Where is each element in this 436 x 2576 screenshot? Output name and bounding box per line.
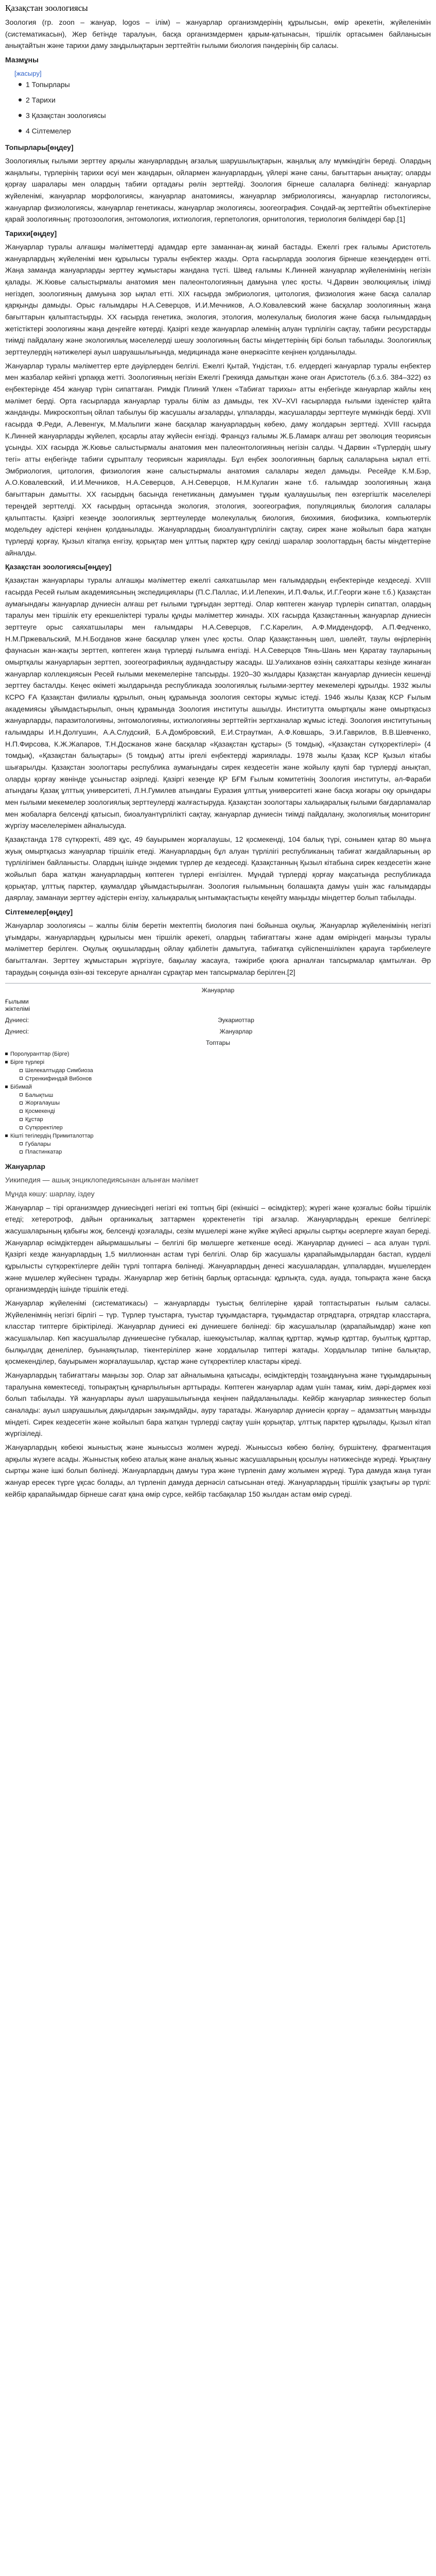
navbox-title: Топтары — [206, 1039, 230, 1047]
article-sections — [5, 142, 431, 978]
section-heading: Топырлары[өңдеу] — [5, 143, 74, 152]
navbox-item-label: Губалары — [25, 1141, 51, 1147]
section-heading: Тарихи[өңдеу] — [5, 229, 57, 238]
navbox-item-label: Жорғалаушы — [25, 1100, 60, 1107]
infobox-row — [5, 1016, 431, 1024]
section-paragraph: Қазақстанда 178 сүтқоректі, 489 құс, 49 бауырымен жорғалаушы, 12 қосмекенді, 104 балық түрі, сонымен қатар 80 мыңға жуық омыртқасыз жануарлар тіршілік етеді. Жануарлардың бұл алуан түрлілігі республиканың табиғат жағдайларының әр түрлілігімен байланысты. Олардың ішінде эндемик түрлер де кездеседі. Қазақстанның Қызыл кітабына сирек кездесетін және жойылып бара жатқан жануарлардың көптеген түрлері енгізілген. Мұндай түрлерді қорғау мақсатында республикада қорықтар, ұлттық парктер, қаумалдар ұйымдастырылған. Зоология ғылымының болашақта дамуы үшін жас ғалымдарды даярлау, заманауи зерттеу әдістерін енгізу, халықаралық ынтымақтастықты кеңейту маңызды міндеттер болып табылады. — [5, 835, 431, 902]
square-bullet-icon — [20, 1142, 23, 1145]
infobox-row — [5, 998, 431, 1012]
infobox — [5, 987, 431, 1035]
infobox-rows — [5, 998, 431, 1035]
animals-paragraph: Жануарлардың табиғаттағы маңызы зор. Олар зат айналымына қатысады, өсімдіктердің тозаңдануына және тұқымдарының таралуына көмектеседі, топырақтың құнарлылығын арттырады. Көптеген жануарлар адам үшін тамақ, киім, дәрі-дәрмек көзі болып табылады. Үй жануарлары ауыл шаруашылығында кеңінен пайдаланылады. Кейбір жануарлар зиянкестер болып саналады: ауыл шаруашылық дақылдарын зақымдайды, ауру таратады. Жануарлар дүниесін қорғау – адамзаттың маңызды міндеті. Сирек кездесетін және жойылып бара жатқан түрлерді сақтау үшін қорықтар, ұлттық парктер құрылады, Қызыл кітап жүргізіледі. — [5, 1371, 431, 1438]
section-heading: Сілтемелер[өңдеу] — [5, 908, 73, 916]
navbox-item[interactable] — [5, 1148, 431, 1156]
navbox-item[interactable] — [5, 1141, 431, 1148]
square-bullet-icon — [20, 1069, 23, 1072]
toc-item[interactable] — [19, 96, 431, 104]
navbox-item-label: Шелекалтыдар Симбиоза — [25, 1067, 93, 1074]
animals-nav-hint: Мұнда көшу: шарлау, іздеу — [5, 1190, 95, 1198]
table-of-contents — [5, 70, 431, 135]
section-paragraph: Қазақстан жануарлары туралы алғашқы мәліметтер ежелгі саяхатшылар мен ғалымдардың еңбектерінде кездеседі. XVIII ғасырда Ресей ғылым академиясының экспедициялары (П.С.Паллас, И.И.Лепехин, И.П.Фальк, И.Г.Георги және т.б.) Қазақстан аумағындағы жануарлар дүниесін алғаш рет ғылыми тұрғыдан зерттеді. Олар көптеген жануар түрлерін сипаттап, олардың таралуы мен тіршілік ету ерекшеліктері туралы құнды мәліметтер жинады. XIX ғасырда Қазақстанның жануарлар дүниесін зерттеуге орыс саяхатшылары мен ғалымдары Н.А.Северцов, Г.С.Карелин, А.Ф.Миддендорф, А.П.Федченко, Н.М.Пржевальский, М.Н.Богданов және басқалар үлкен үлес қосты. Олар Қазақстанның шөл, шөлейт, таулы өңірлерінің фаунасын жан-жақты зерттеп, көптеген жаңа түрлерді ғылымға енгізді. Н.А.Северцов Тянь-Шань мен Қаратау тауларының омыртқалы жануарларын зерттеп, зоогеографиялық аудандастыру жасады. Ш.Уәлиханов өзінің саяхаттары кезінде жинаған жануарлар коллекциясын Ресей ғылыми мекемелеріне тапсырды. 1920–30 жылдары Қазақстан жануарлар дүниесін кешенді зерттеу басталды. Кеңес өкіметі жылдарында республикада зоологиялық ғылыми-зерттеу мекемелері құрылды. 1932 жылы КСРО ҒА Қазақстан филиалы құрылып, оның құрамында зоология секторы жұмыс істеді. 1946 жылы Қазақ КСР Ғылым академиясы ұйымдастырылып, оның құрамында Зоология институты ашылды. Институтта омыртқалы және омыртқасыз жануарларды, паразитологияны, энтомологияны, ихтиологияны зерттейтін зертханалар жұмыс істеді. Зоология институтының ғалымдары И.Н.Долгушин, А.А.Слудский, Б.А.Домбровский, Е.И.Страутман, А.Ф.Ковшарь, Э.И.Гаврилов, В.В.Шевченко, Н.П.Фирсова, К.Ж.Жапаров, Т.Н.Досжанов және басқалар «Қазақстан құстары» (5 томдық), «Қазақстан сүтқоректілері» (4 томдық), «Қазақстан балықтары» (5 томдық) атты іргелі еңбектерді жариялады. 1978 жылы Қазақ КСР Қызыл кітабы шығарылды. Қазақстан зоологтары республика аумағындағы сирек кездесетін және жойылу қаупі бар түрлерді анықтап, оларды қорғау жөнінде ұсыныстар әзірледі. Қазіргі кезеңде ҚР БҒМ Ғылым комитетінің Зоология институты, әл-Фараби атындағы Қазақ ұлттық университеті, Л.Н.Гумилев атындағы Еуразия ұлттық университеті және басқа жоғары оқу орындары мен ғылыми мекемелер зоологиялық зерттеулерді жалғастыруда. Қазақстан зоологтары халықаралық ғылыми бағдарламалар мен жобаларға белсенді қатысып, биоалуантүрлілікті сақтау, жануарлар дүниесін тиімді пайдалану, экологиялық мониторинг жүргізу мәселелерімен айналысуда. — [5, 576, 431, 830]
section-paragraph: Зоологиялық ғылыми зерттеу арқылы жануарлардың ағзалық шарушылықтарын, жаңалық алу мүмкіндігін береді. Олардың жаңалығы, түрлерінің тарихи өсуі мен жандарын, ойлармен жануарлардың, үйлері және саны, бағыттарын анықтау; оларды қорғау шаралары мен олардың табиғи ортадағы рөлін зерттейді. Зоология бірнеше салаларға бөлінеді: жануарлар жүйеленімі, жануарлар морфологиясы, жануарлар анатомиясы, жануарлар эмбриологиясы, жануарлар гистологиясы, жануарлар физиологиясы, жануарлар генетикасы, жануарлар экологиясы, зоогеография. Сондай-ақ зерттейтін объектілеріне қарай зоологияның: протозоология, энтомология, ихтиология, герпетология, орнитология, териология бөлімдері бар.[1] — [5, 157, 431, 224]
infobox-value[interactable]: Жануарлар — [219, 1028, 253, 1036]
toc-item-label: 4 Сілтемелер — [26, 127, 71, 135]
navbox-item[interactable] — [5, 1083, 431, 1091]
bullet-icon — [19, 98, 22, 101]
navbox-item[interactable] — [5, 1108, 431, 1115]
animals-paragraph: Жануарлар – тірі организмдер дүниесіндегі негізгі екі топтың бірі (екіншісі – өсімдіктер); жүрегі және қозғалыс бойы тіршілік етеді; хетеротроф, дайын органикалық заттармен қоректенетін тірі ағзалар. Жануарлардың ерекше белгілері: жасушаларының қабығы жоқ, белсенді қозғалады, сезім мүшелері және жүйке жүйесі арқылы сыртқы әсерлерге жауап береді. Жануарлар өсімдіктерден айырмашылығы – белгілі бір мөлшерге жеткенше өседі. Жануарлар дүниесі – аса алуан түрлі. Қазіргі кезде жануарлардың 1,5 миллионнан астам түрі белгілі. Олар бір жасушалы қарапайымдылардан бастап, күрделі құрылысты сүтқоректілерге дейін түрлі топтарға бөлінеді. Жануарлардың денесі жасушалардан, ұлпалардан, мүшелерден және мүшелер жүйесінен тұрады. Жануарлар жер бетінің барлық ортасында: құрлықта, суда, ауада, топырақта және басқа организмдердің ішінде тіршілік етеді. — [5, 1203, 431, 1294]
toc-item-label: 2 Тарихи — [26, 96, 56, 105]
toc-item[interactable] — [19, 80, 431, 89]
square-bullet-icon — [20, 1118, 23, 1121]
bullet-icon — [19, 83, 22, 86]
toc-item[interactable] — [19, 111, 431, 120]
navbox-item[interactable] — [5, 1050, 431, 1058]
navbox-item[interactable] — [5, 1099, 431, 1107]
navbox-item-label: Кішті тегілердің Примиталоттар — [10, 1132, 94, 1139]
square-bullet-icon — [20, 1077, 23, 1080]
infobox-label: Дүниесі: — [5, 1016, 29, 1024]
page-title: Қазақстан зоологиясы — [5, 3, 88, 13]
divider — [5, 983, 431, 984]
navbox-item[interactable] — [5, 1116, 431, 1124]
infobox-heading: Жануарлар — [201, 987, 235, 994]
intro-paragraph: Зоология (гр. zoon – жануар, logos – ілім) – жануарлар организмдерінің құрылысын, өмір әрекетін, жүйеленімін (систематикасын), Жер бетінде таралуын, басқа организмдермен қарым-қатынасын, тіршілік ортасымен байланысын анықтайтын және тарихи даму заңдылықтарын зерттейтін ғылыми биология пәндерінің бір саласы. — [5, 18, 431, 50]
infobox-row — [5, 1028, 431, 1035]
square-bullet-icon — [5, 1053, 8, 1055]
animals-paragraphs — [5, 1202, 431, 1500]
navbox-item[interactable] — [5, 1092, 431, 1099]
square-bullet-icon — [20, 1150, 23, 1154]
navbox-item-label: Балықтыш — [25, 1092, 54, 1098]
square-bullet-icon — [20, 1093, 23, 1096]
toc-item[interactable] — [19, 127, 431, 135]
section-paragraph: Жануарлар туралы алғашқы мәліметтерді адамдар ерте заманнан-ақ жинай бастады. Ежелгі грек ғалымы Аристотель жануарлардың жүйеленімі мен құрылысы туралы еңбектер жазды. Орта ғасырларда зоология бірнеше кезеңдерден өтті. Жаңа заманда жануарларды зерттеу жұмыстары жандана түсті. Швед ғалымы К.Линней жануарлар жүйеленімінің негізін қалады. Ж.Кювье салыстырмалы анатомия мен палеонтологияның дамуына үлес қосты. Ч.Дарвин эволюциялық ілімді негіздеп, зоологияның дамуына зор ықпал етті. XIX ғасырда эмбриология, цитология, физиология және басқа салалар қарқынды дамыды. Орыс ғалымдары Н.А.Северцов, И.И.Мечников, А.О.Ковалевский және басқалар зоологияның жаңа бағыттарын қалыптастырды. XX ғасырда генетика, экология, этология, молекулалық биология және басқа ғылымдардың жетістіктері зоологияны жаңа деңгейге көтерді. Қазіргі кезде жануарлар әлемінің алуан түрлілігін сақтау, табиғи ресурстарды тиімді пайдалану және экологиялық мәселелерді шешу зоологияның басты міндеттерінің бірі болып табылады. Зоологиялық зерттеулердің нәтижелері ауыл шаруашылығында, медицинада және өнеркәсіпте кеңінен қолданылады. — [5, 243, 431, 357]
section-paragraph: Жануарлар туралы мәліметтер ерте дәуірлерден белгілі. Ежелгі Қытай, Үндістан, т.б. елдердегі жануарлар туралы еңбектер мен жазбалар кейінгі ұрпаққа жетті. Зоологияның негізін Ежелгі Грекияда дамытқан және оған Аристотель (б.з.б. 384–322) өз еңбектерінде 454 жануар түрін сипаттаған. Римдік Плиний Үлкен «Табиғат тарихы» атты еңбегінде жануарлар жайлы кең мәлімет берді. Орта ғасырларда жануарлар туралы білім аз дамыды, тек XV–XVI ғасырларда ғылыми ізденістер қайта жанданды. Микроскоптың ойлап табылуы бір жасушалы ағзаларды, ұлпаларды, жасушаларды зерттеуге мүмкіндік берді. XVII ғасырда Ф.Реди, А.Левенгук, М.Мальпиги және басқалар жануарлардың көбею, даму жолдарын зерттеді. XVIII ғасырда К.Линней жануарларды жүйелеп, қосарлы атау жүйесін енгізді. Француз ғалымы Ж.Б.Ламарк алғаш рет эволюция теориясын ұсынды. XIX ғасырда Ж.Кювье салыстырмалы анатомия мен палеонтологияның негізін салды. Ч.Дарвин «Түрлердің шығу тегі» атты еңбегінде табиғи сұрыпталу теориясын жариялады. Бұл еңбек зоологияның барлық салаларына ықпал етті. Эмбриология, цитология, физиология және салыстырмалы анатомия салалары жедел дамыды. Ресейде К.М.Бэр, А.О.Ковалевский, И.И.Мечников, Н.А.Северцов, А.Н.Северцов, Н.М.Кулагин және т.б. ғалымдар зоологияның жаңа бағыттарын дамытты. XX ғасырдың басында генетиканың дамуымен тұқым қуалаушылық пен өзгергіштік мәселелері тереңдей зерттелді. XX ғасырдың ортасында экология, этология, зоогеография, популяциялық биология салалары қалыптасты. Қазіргі кезеңде зоологиялық зерттеулерде молекулалық биология, биохимия, биофизика, компьютерлік модельдеу әдістері кеңінен қолданылады. Жануарлардың биоалуантүрлілігін сақтау, сирек және жойылып бара жатқан түрлерді қорғау, Қызыл кітапқа енгізу, қорықтар мен ұлттық парктер құру секілді шаралар зоологтардың басты міндеттеріне айналды. — [5, 361, 431, 557]
navbox-item[interactable] — [5, 1132, 431, 1140]
navbox-item-label: Стренкифиндай Вибонов — [25, 1075, 92, 1082]
square-bullet-icon — [20, 1101, 23, 1105]
navbox-item-label: Сүтқоректілер — [25, 1124, 63, 1131]
navbox-item-label: Қосмекенді — [25, 1108, 55, 1115]
square-bullet-icon — [5, 1061, 8, 1063]
square-bullet-icon — [5, 1134, 8, 1137]
navbox-item-label: Пластинкатар — [25, 1149, 62, 1156]
contents-heading: Мазмұны — [5, 56, 39, 64]
infobox-value[interactable]: Эукариоттар — [218, 1016, 254, 1024]
infobox-label: Дүниесі: — [5, 1028, 29, 1036]
square-bullet-icon — [20, 1126, 23, 1129]
animals-subheading: Уикипедия — ашық энциклопедиясынан алынған мәлімет — [5, 1176, 199, 1184]
animals-heading: Жануарлар — [5, 1162, 45, 1171]
toc-item-label: 3 Қазақстан зоологиясы — [26, 111, 106, 120]
toc-list — [14, 80, 431, 135]
infobox-label: Ғылыми жіктелімі — [5, 998, 30, 1013]
navbox-item[interactable] — [5, 1059, 431, 1066]
navbox — [5, 1039, 431, 1156]
section-paragraph: Жануарлар зоологиясы – жалпы білім беретін мектептің биология пәні бойынша оқулық. Жануарлар жүйеленімінің негізгі ұғымдары, жануарлардың құрылысы мен тіршілік әрекеті, олардың табиғаттағы және адам өміріндегі маңызы туралы мәліметтер берілген. Оқулық оқушылардың ойлау қабілетін дамытуға, табиғатқа сүйіспеншілікпен қарауға тәрбиелеуге бағытталған. Зерттеу жұмыстарын жүргізуге, бақылау жасауға, тәжірибе қоюға арналған тапсырмалар қамтылған. Әр тараудың соңында өзін-өзі тексеруге арналған сұрақтар мен тапсырмалар берілген.[2] — [5, 921, 431, 976]
navbox-item-label: Бібимай — [10, 1083, 32, 1090]
square-bullet-icon — [5, 1086, 8, 1088]
bullet-icon — [19, 129, 22, 132]
navbox-item-label: Бірге түрлері — [10, 1059, 45, 1066]
navbox-item-label: Құстар — [25, 1116, 43, 1123]
square-bullet-icon — [20, 1110, 23, 1113]
navbox-item[interactable] — [5, 1075, 431, 1083]
navbox-item[interactable] — [5, 1124, 431, 1132]
navbox-item-label: Поролуранттар (Бірге) — [10, 1051, 69, 1058]
animals-paragraph: Жануарлардың көбеюі жыныстық және жыныссыз жолмен жүреді. Жыныссыз көбею бөліну, бүршіктену, фрагментация арқылы жүзеге асады. Жыныстық көбею аталық және аналық жыныс жасушаларының қосылуы нәтижесінде жүреді. Ұрықтану сыртқы және ішкі болып бөлінеді. Жануарлардың дамуы тура және түрленіп даму жолымен жүреді. Тура дамуда жаңа туған жануар ересек түрге ұқсас болады, ал түрленіп дамуда дернәсіл сатысынан өтеді. Жануарлардың тіршілік ұзақтығы әр түрлі: кейбір қарапайымдар бірнеше сағат қана өмір сүрсе, кейбір тасбақалар 150 жылдан астам өмір сүреді. — [5, 1443, 431, 1498]
toc-item-label: 1 Топырлары — [26, 80, 70, 89]
bullet-icon — [19, 114, 22, 117]
animals-paragraph: Жануарлар жүйеленімі (систематикасы) – жануарларды туыстық белгілеріне қарай топтастыратын ғылым саласы. Жүйеленімнің негізгі бірлігі – түр. Түрлер туыстарға, туыстар тұқымдастарға, тұқымдастар отрядтарға, отрядтар класстарға, класстар типтерге біріктіріледі. Жануарлар дүниесі екі дүниешеге бөлінеді: бір жасушалылар (қарапайымдар) және көп жасушалылар. Көп жасушалылар дүниешесіне губкалар, ішекқуыстылар, жалпақ құрттар, жұмыр құрттар, буылтық құрттар, былқылдақ денелілер, буынаяқтылар, тікентерілілер және хордалылар типтері жатады. Хордалылар типіне балықтар, қосмекенділер, бауырымен жорғалаушылар, құстар және сүтқоректілер кластары кіреді. — [5, 1299, 431, 1366]
navbox-item[interactable] — [5, 1067, 431, 1075]
navbox-list — [5, 1050, 431, 1156]
section-heading: Қазақстан зоологиясы[өңдеу] — [5, 563, 112, 571]
toc-toggle-link[interactable]: [жасыру] — [14, 70, 42, 78]
infobox-value[interactable] — [41, 998, 431, 1012]
